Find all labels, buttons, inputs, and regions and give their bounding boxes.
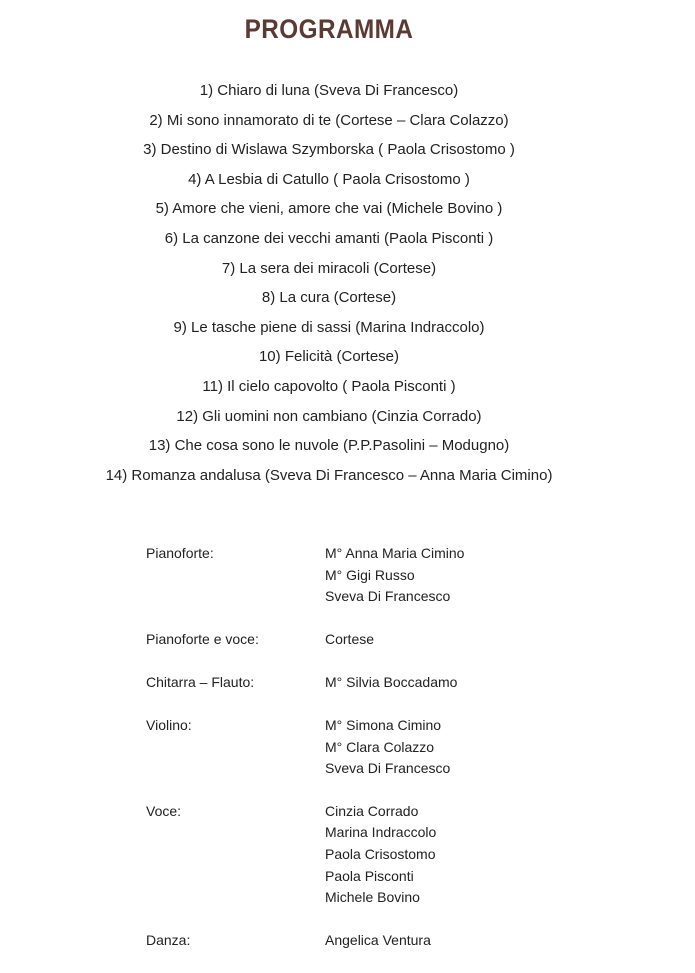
performer-name: Michele Bovino bbox=[325, 889, 420, 906]
performer-name: Cinzia Corrado bbox=[325, 802, 419, 819]
program-item: 6) La canzone dei vecchi amanti (Paola Pisconti ) bbox=[164, 229, 494, 247]
program-list bbox=[0, 76, 658, 490]
performer-name: M° Simona Cimino bbox=[325, 716, 442, 733]
program-item: 11) Il cielo capovolto ( Paola Pisconti ) bbox=[202, 377, 456, 395]
performer-names bbox=[325, 801, 695, 909]
program-item: 9) Le tasche piene di sassi (Marina Indraccolo) bbox=[173, 318, 485, 336]
program-item: 10) Felicità (Cortese) bbox=[258, 348, 400, 366]
performer-name: M° Clara Colazzo bbox=[325, 738, 435, 755]
performer-group-pianoforte bbox=[0, 543, 695, 608]
performer-names bbox=[325, 715, 695, 780]
performer-name: M° Gigi Russo bbox=[325, 566, 415, 583]
instrument-label: Voce: bbox=[146, 802, 182, 819]
performers-section bbox=[0, 543, 695, 951]
performer-name: Sveva Di Francesco bbox=[325, 760, 451, 777]
program-item: 13) Che cosa sono le nuvole (P.P.Pasolini – Modugno) bbox=[148, 437, 510, 455]
performer-group-pianoforte-voce bbox=[0, 629, 695, 651]
performer-group-violino bbox=[0, 715, 695, 780]
performer-names bbox=[325, 672, 695, 694]
performer-group-danza bbox=[0, 930, 695, 952]
performer-group-voce bbox=[0, 801, 695, 909]
instrument-label: Pianoforte e voce: bbox=[146, 630, 259, 647]
program-item: 2) Mi sono innamorato di te (Cortese – Clara Colazzo) bbox=[149, 111, 509, 129]
program-item: 14) Romanza andalusa (Sveva Di Francesco – Anna Maria Cimino) bbox=[105, 466, 553, 484]
instrument-label: Chitarra – Flauto: bbox=[146, 674, 255, 691]
performer-name: Sveva Di Francesco bbox=[325, 588, 451, 605]
performer-name: Paola Crisostomo bbox=[325, 845, 436, 862]
performer-names bbox=[325, 543, 695, 608]
program-item: 12) Gli uomini non cambiano (Cinzia Corrado) bbox=[176, 407, 482, 425]
performer-name: Cortese bbox=[325, 630, 375, 647]
performer-group-chitarra-flauto bbox=[0, 672, 695, 694]
performer-name: M° Silvia Boccadamo bbox=[325, 674, 458, 691]
program-item: 4) A Lesbia di Catullo ( Paola Crisostomo ) bbox=[188, 170, 470, 188]
instrument-label: Violino: bbox=[146, 716, 192, 733]
page-title: PROGRAMMA bbox=[244, 14, 414, 44]
program-item: 1) Chiaro di luna (Sveva Di Francesco) bbox=[199, 82, 459, 99]
performer-names bbox=[325, 930, 695, 952]
performer-name: Marina Indraccolo bbox=[325, 824, 437, 841]
program-item: 5) Amore che vieni, amore che vai (Michele Bovino ) bbox=[155, 200, 503, 218]
performer-name: Angelica Ventura bbox=[325, 931, 431, 948]
performer-name: M° Anna Maria Cimino bbox=[325, 545, 465, 561]
performer-names bbox=[325, 629, 695, 651]
instrument-label: Danza: bbox=[146, 931, 191, 948]
performer-name: Paola Pisconti bbox=[325, 867, 414, 884]
instrument-label: Pianoforte: bbox=[146, 545, 214, 561]
program-item: 7) La sera dei miracoli (Cortese) bbox=[221, 259, 437, 277]
program-item: 3) Destino di Wislawa Szymborska ( Paola Crisostomo ) bbox=[143, 141, 515, 159]
program-item: 8) La cura (Cortese) bbox=[261, 289, 397, 307]
